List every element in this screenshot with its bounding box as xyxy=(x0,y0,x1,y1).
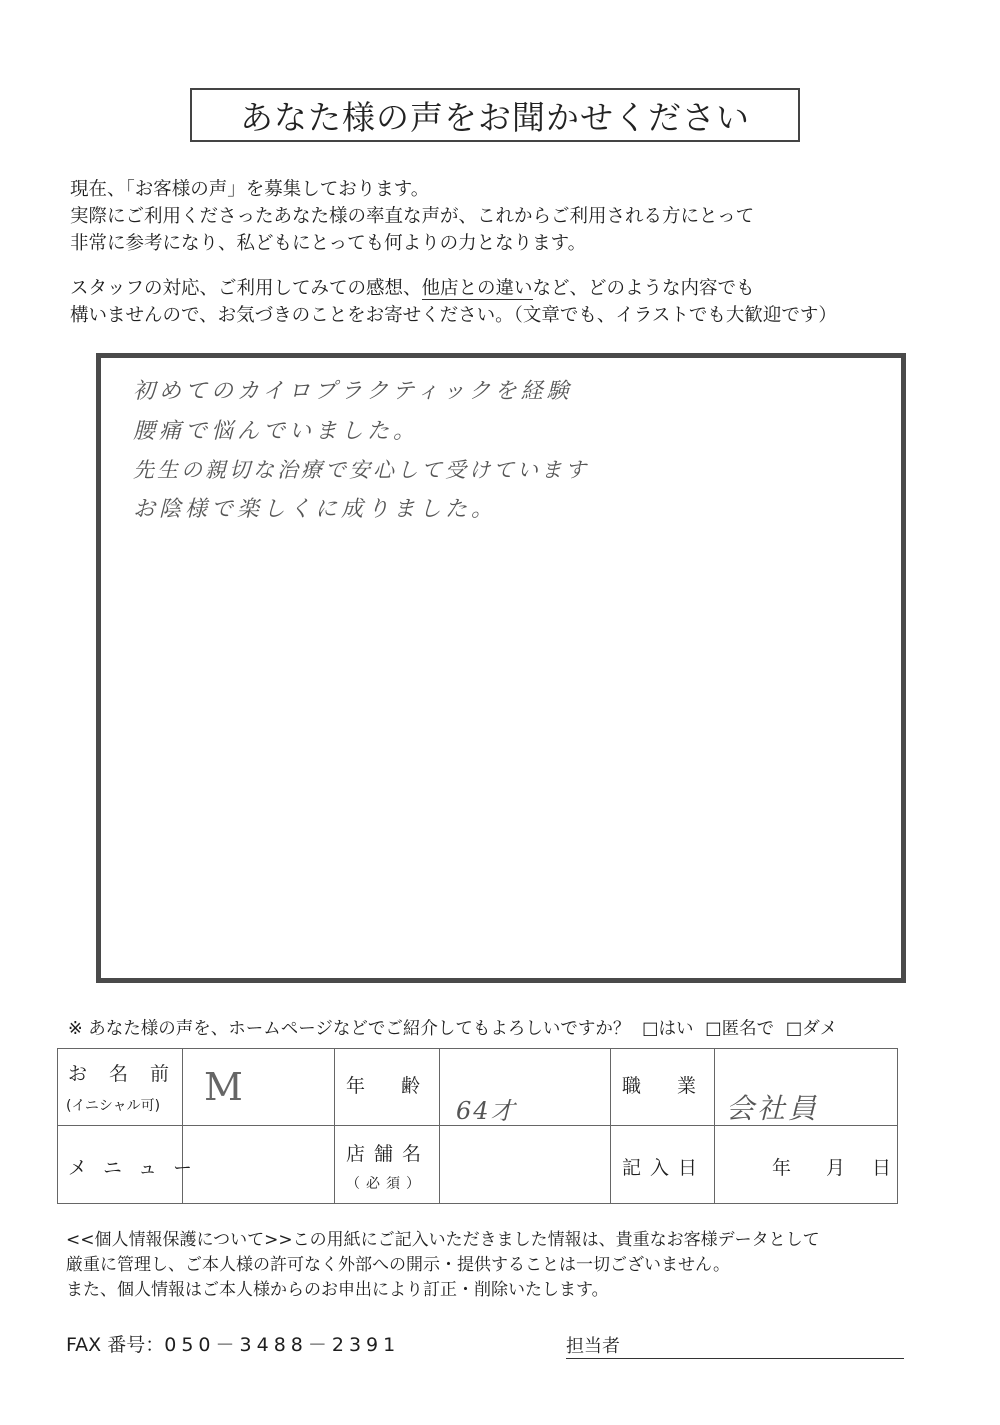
intro-line: 現在、「お客様の声」を募集しております。 xyxy=(70,179,430,200)
consent-option-yes[interactable]: □はい xyxy=(641,1019,694,1039)
consent-question xyxy=(68,1015,837,1040)
handwritten-line: お陰様で楽しくに成りました。 xyxy=(133,497,498,522)
name-value[interactable]: M xyxy=(204,1065,247,1109)
privacy-line: また、個人情報はご本人様からのお申出により訂正・削除いたします。 xyxy=(66,1280,609,1300)
staff-signature-line xyxy=(566,1358,904,1359)
menu-label: メニュー xyxy=(68,1157,209,1179)
table-divider xyxy=(334,1049,335,1203)
date-label: 記入日 xyxy=(622,1157,707,1179)
info-form-table xyxy=(57,1048,898,1204)
privacy-line: <<個人情報保護について>>この用紙にご記入いただきました情報は、貴重なお客様データとして xyxy=(66,1230,820,1250)
comment-box[interactable] xyxy=(96,353,906,983)
date-month: 月 xyxy=(826,1157,846,1179)
fax-number: 050－3488－2391 xyxy=(164,1334,401,1356)
table-divider xyxy=(610,1049,611,1203)
intro-line: 実際にご利用くださったあなた様の率直な声が、これからご利用される方にとって xyxy=(70,206,755,227)
handwritten-line: 腰痛で悩んでいました。 xyxy=(133,419,420,444)
store-required-label: （必須） xyxy=(346,1176,426,1192)
fax-label: FAX 番号： xyxy=(66,1334,165,1356)
prompt-line-post: など、どのような内容でも xyxy=(532,278,755,299)
name-sub-label: (イニシャル可) xyxy=(66,1098,161,1114)
age-value[interactable]: 64才 xyxy=(456,1097,517,1125)
staff-label: 担当者 xyxy=(566,1336,620,1357)
page-title: あなた様の声をお聞かせください xyxy=(190,88,800,142)
prompt-text xyxy=(70,275,837,329)
job-label: 職業 xyxy=(622,1075,733,1097)
consent-option-no[interactable]: □ダメ xyxy=(785,1019,838,1039)
age-label: 年齢 xyxy=(346,1075,457,1097)
consent-text: ※ あなた様の声を、ホームページなどでご紹介してもよろしいですか？ xyxy=(68,1019,631,1039)
handwritten-line: 初めてのカイロプラクティックを経験 xyxy=(133,379,573,404)
prompt-line-2: 構いませんので、お気づきのことをお寄せください。（文章でも、イラストでも大歓迎です） xyxy=(70,305,837,326)
name-label: お名前 xyxy=(68,1063,192,1085)
store-label: 店舗名 xyxy=(346,1143,431,1165)
prompt-underlined-text: 他店との違い xyxy=(421,278,533,299)
date-day: 日 xyxy=(872,1157,892,1179)
date-year: 年 xyxy=(772,1157,792,1179)
handwritten-line: 先生の親切な治療で安心して受けています xyxy=(133,458,589,482)
prompt-line-pre: スタッフの対応、ご利用してみての感想、 xyxy=(70,278,422,299)
intro-line: 非常に参考になり、私どもにとっても何よりの力となります。 xyxy=(70,233,587,254)
job-value[interactable]: 会社員 xyxy=(726,1092,820,1125)
privacy-notice xyxy=(66,1228,820,1303)
privacy-line: 厳重に管理し、ご本人様の許可なく外部への開示・提供することは一切ございません。 xyxy=(66,1255,731,1275)
consent-option-anonymous[interactable]: □匿名で xyxy=(705,1019,775,1039)
fax-info xyxy=(66,1330,400,1357)
intro-text xyxy=(70,176,754,257)
